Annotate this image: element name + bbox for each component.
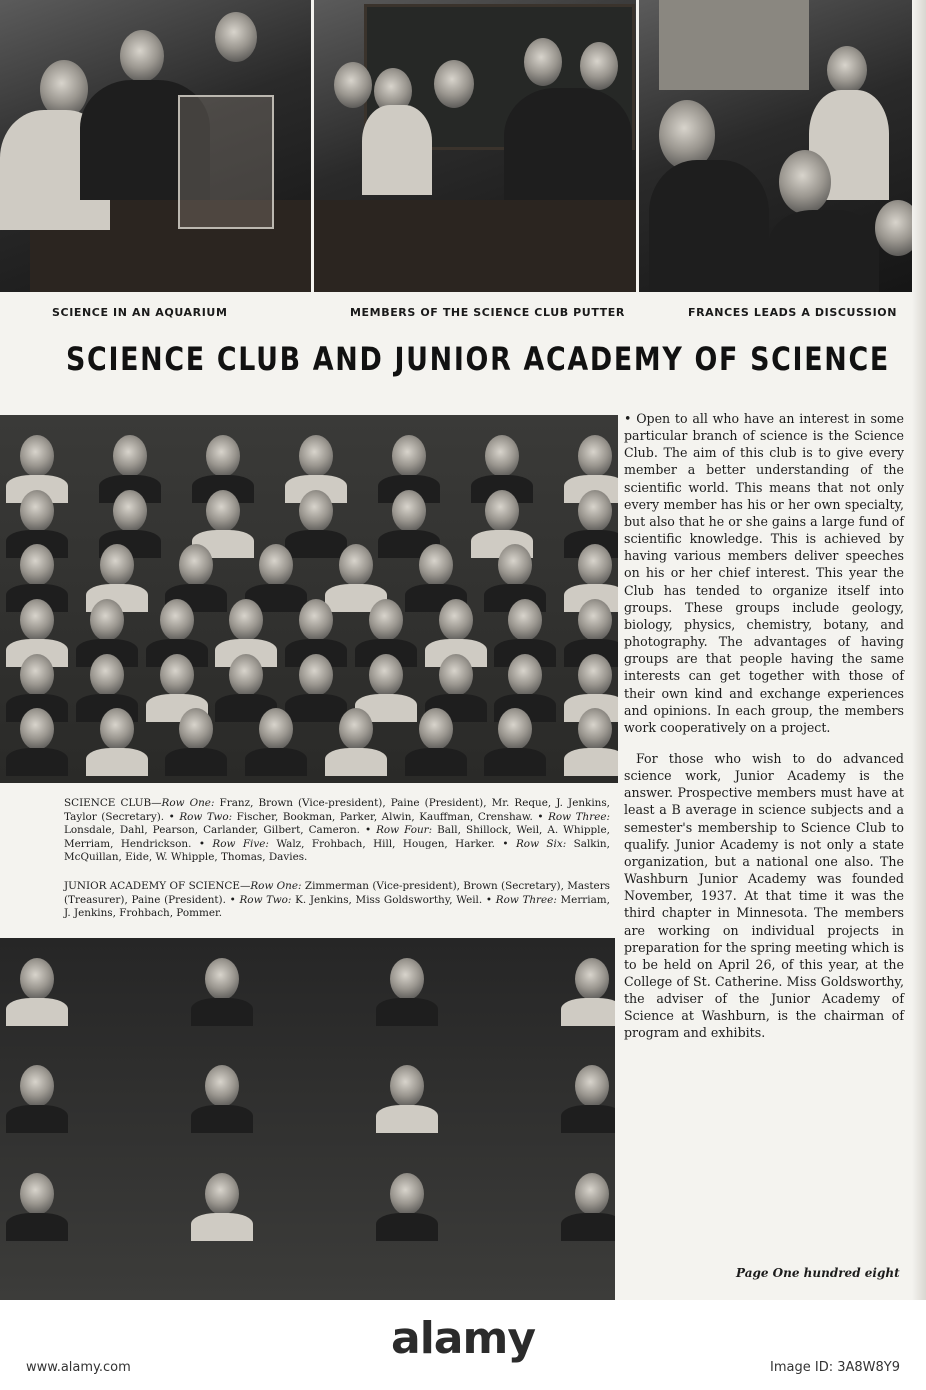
person-face — [498, 708, 532, 750]
caption-aquarium: SCIENCE IN AN AQUARIUM — [52, 306, 228, 319]
person-face — [20, 490, 54, 532]
person-face — [20, 544, 54, 586]
caption-frances-discussion: FRANCES LEADS A DISCUSSION — [688, 306, 898, 319]
person-face — [160, 654, 194, 696]
photo-science-club-group — [0, 415, 618, 783]
person-face — [578, 544, 612, 586]
person-face — [485, 435, 519, 477]
person-face — [419, 544, 453, 586]
person-face — [160, 599, 194, 641]
person-face — [20, 599, 54, 641]
person-face — [205, 958, 239, 1000]
person-face — [229, 599, 263, 641]
person-face — [299, 654, 333, 696]
person-face — [339, 708, 373, 750]
person-face — [206, 490, 240, 532]
caption-science-club-putter: MEMBERS OF THE SCIENCE CLUB PUTTER — [350, 306, 625, 319]
person-face — [299, 599, 333, 641]
person-body — [6, 1213, 68, 1241]
person-body — [561, 1213, 615, 1241]
person-body — [191, 1213, 253, 1241]
person-face — [369, 599, 403, 641]
person-face — [392, 490, 426, 532]
photo-junior-academy-group — [0, 938, 615, 1300]
page-number: Page One hundred eight — [736, 1266, 900, 1280]
science-club-roster-text: SCIENCE CLUB—Row One: Franz, Brown (Vice-president), Paine (President), Mr. Reque, J. Jenkins, Taylor (Secretary). • Row Two: Fischer, Bookman, Parker, Alwin, Kauffman, Crenshaw. • Row Three: Lonsdale, Dahl, Pearson, Carlander, Gilbert, Cameron. • Row Four: Ball, Shillock, Weil, A. Whipple, Merriam, Hendrickson. • Row Five: Walz, Frohbach, Hill, Hougen, Harker. • Row Six: Salkin, McQuillan, Eide, W. Whipple, Thomas, Davies. — [64, 797, 610, 864]
person-body — [285, 530, 347, 558]
photo-aquarium — [0, 0, 311, 292]
person-face — [578, 435, 612, 477]
person-face — [390, 1065, 424, 1107]
science-club-roster — [64, 797, 610, 865]
person-body — [564, 748, 618, 776]
person-body — [405, 748, 467, 776]
person-face — [20, 958, 54, 1000]
person-face — [578, 599, 612, 641]
photo-frances-discussion — [639, 0, 926, 292]
person-face — [575, 1173, 609, 1215]
person-face — [578, 490, 612, 532]
article-body — [624, 410, 904, 1056]
article-paragraph-2: For those who wish to do advanced science work, Junior Academy is the answer. Prospective members must have at least a B average in science subjects and a semester's membership to Science Club to qualify. Junior Academy is not only a state organization, but a national one also. The Washburn Junior Academy was founded November, 1937. At that time it was the third chapter in Minnesota. The members are working on individual projects in preparation for the spring meeting which is to be held on April 26, of this year, at the College of St. Catherine. Miss Goldsworthy, the adviser of the Junior Academy of Science at Washburn, is the chairman of program and exhibits. — [624, 750, 904, 1041]
person-face — [20, 708, 54, 750]
person-face — [439, 654, 473, 696]
person-face — [113, 435, 147, 477]
person-face — [100, 544, 134, 586]
article-paragraph-1: • Open to all who have an interest in some particular branch of science is the Science Club. The aim of this club is to give every member a better understanding of the scientific world. This means that not only every member has his or her own specialty, but also that he or she gains a large fund of scientific knowledge. This is achieved by having various members deliver speeches on his or her chief interest. This year the Club has tended to organize itself into groups. These groups include geology, biology, physics, chemistry, botany, and photography. The advantages of having groups are that people having the same interests can get together with those of their own kind and exchange experiences and opinions. In each group, the members work cooperatively on a project. — [624, 411, 904, 735]
person-face — [575, 1065, 609, 1107]
person-face — [179, 544, 213, 586]
person-body — [191, 998, 253, 1026]
person-face — [419, 708, 453, 750]
person-body — [245, 748, 307, 776]
person-face — [578, 708, 612, 750]
junior-academy-roster — [64, 880, 610, 921]
person-body — [561, 1105, 615, 1133]
person-body — [6, 998, 68, 1026]
person-face — [369, 654, 403, 696]
person-face — [575, 958, 609, 1000]
person-face — [259, 544, 293, 586]
person-body — [376, 998, 438, 1026]
person-face — [578, 654, 612, 696]
person-body — [6, 1105, 68, 1133]
person-face — [485, 490, 519, 532]
person-face — [508, 599, 542, 641]
person-face — [205, 1065, 239, 1107]
person-face — [20, 654, 54, 696]
person-face — [205, 1173, 239, 1215]
person-face — [299, 490, 333, 532]
person-body — [6, 748, 68, 776]
person-face — [339, 544, 373, 586]
watermark-image-id: Image ID: 3A8W8Y9 — [770, 1360, 900, 1375]
person-body — [285, 694, 347, 722]
person-body — [191, 1105, 253, 1133]
person-face — [229, 654, 263, 696]
person-body — [86, 748, 148, 776]
person-face — [206, 435, 240, 477]
person-face — [90, 654, 124, 696]
person-body — [325, 748, 387, 776]
person-face — [20, 1173, 54, 1215]
person-face — [113, 490, 147, 532]
person-face — [90, 599, 124, 641]
person-face — [179, 708, 213, 750]
person-face — [20, 1065, 54, 1107]
person-body — [376, 1213, 438, 1241]
photo-science-club-putter — [314, 0, 636, 292]
watermark-logo: alamy — [391, 1313, 535, 1364]
watermark-url: www.alamy.com — [26, 1360, 131, 1375]
person-face — [299, 435, 333, 477]
person-body — [561, 998, 615, 1026]
person-face — [392, 435, 426, 477]
person-body — [376, 1105, 438, 1133]
person-face — [20, 435, 54, 477]
page-title: SCIENCE CLUB AND JUNIOR ACADEMY OF SCIENCE — [66, 340, 890, 378]
person-face — [498, 544, 532, 586]
person-body — [484, 748, 546, 776]
person-face — [508, 654, 542, 696]
person-face — [259, 708, 293, 750]
person-body — [165, 748, 227, 776]
person-face — [100, 708, 134, 750]
junior-academy-roster-text: JUNIOR ACADEMY OF SCIENCE—Row One: Zimmerman (Vice-president), Brown (Secretary), Masters (Treasurer), Paine (President). • Row Two: K. Jenkins, Miss Goldsworthy, Weil. • Row Three: Merriam, J. Jenkins, Frohbach, Pommer. — [64, 880, 611, 920]
person-face — [390, 1173, 424, 1215]
person-face — [390, 958, 424, 1000]
person-face — [439, 599, 473, 641]
page-edge — [912, 0, 926, 1300]
